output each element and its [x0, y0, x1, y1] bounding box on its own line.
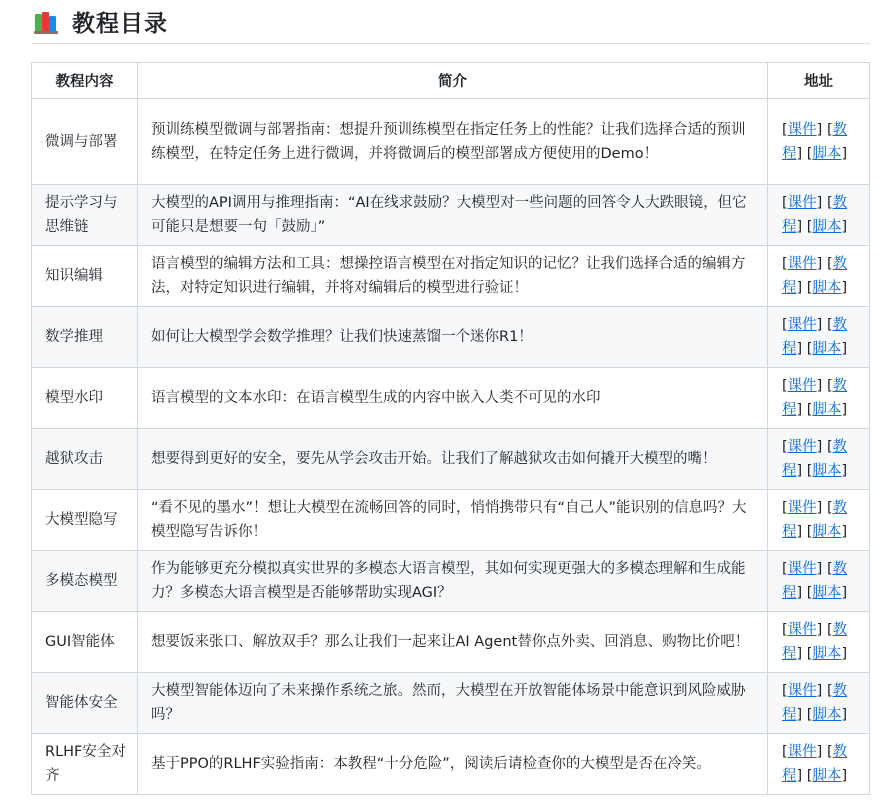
script-link[interactable]: 脚本	[812, 145, 842, 162]
tutorial-description: 语言模型的文本水印：在语言模型生成的内容中嵌入人类不可见的水印	[138, 368, 768, 429]
tutorial-links: [课件] [教程] [脚本]	[768, 99, 870, 185]
table-row	[32, 490, 870, 551]
tutorial-link[interactable]: 教程	[782, 561, 848, 601]
slides-link[interactable]: 课件	[787, 561, 817, 577]
slides-link[interactable]: 课件	[787, 195, 817, 211]
script-link[interactable]: 脚本	[812, 402, 842, 418]
tutorial-links: [课件] [教程] [脚本]	[768, 429, 870, 490]
script-link[interactable]: 脚本	[812, 219, 842, 235]
tutorial-name: 微调与部署	[32, 99, 138, 185]
tutorial-links: [课件] [教程] [脚本]	[768, 307, 870, 368]
tutorial-description: 基于PPO的RLHF实验指南：本教程“十分危险”，阅读后请检查你的大模型是否在冷笑。	[138, 734, 768, 795]
script-link[interactable]: 脚本	[812, 463, 842, 479]
tutorial-link[interactable]: 教程	[782, 439, 848, 479]
tutorial-link[interactable]: 教程	[782, 378, 848, 418]
tutorial-link[interactable]: 教程	[782, 683, 848, 723]
tutorial-name: 知识编辑	[32, 246, 138, 307]
table-row	[32, 429, 870, 490]
table-row	[32, 185, 870, 246]
tutorial-name: 智能体安全	[32, 673, 138, 734]
tutorial-links: [课件] [教程] [脚本]	[768, 673, 870, 734]
script-link[interactable]: 脚本	[812, 646, 842, 662]
tutorial-description: 语言模型的编辑方法和工具：想操控语言模型在对指定知识的记忆？让我们选择合适的编辑方法，对特定知识进行编辑，并将对编辑后的模型进行验证！	[138, 246, 768, 307]
script-link[interactable]: 脚本	[812, 585, 842, 601]
tutorial-description: “看不见的墨水”！想让大模型在流畅回答的同时，悄悄携带只有“自己人”能识别的信息吗？大模型隐写告诉你！	[138, 490, 768, 551]
tutorial-description: 想要饭来张口、解放双手？那么让我们一起来让AI Agent替你点外卖、回消息、购物比价吧！	[138, 612, 768, 673]
tutorial-link[interactable]: 教程	[782, 195, 848, 235]
section-heading	[32, 0, 870, 44]
header-intro: 简介	[138, 63, 768, 99]
tutorial-link[interactable]: 教程	[782, 317, 848, 357]
tutorial-link[interactable]: 教程	[782, 500, 848, 540]
tutorial-link[interactable]: 教程	[782, 256, 848, 296]
tutorial-description: 如何让大模型学会数学推理？让我们快速蒸馏一个迷你R1！	[138, 307, 768, 368]
tutorial-description: 想要得到更好的安全，要先从学会攻击开始。让我们了解越狱攻击如何撬开大模型的嘴！	[138, 429, 768, 490]
slides-link[interactable]: 课件	[787, 317, 817, 333]
tutorial-name: RLHF安全对齐	[32, 734, 138, 795]
tutorial-table	[31, 62, 870, 795]
tutorial-description: 大模型的API调用与推理指南：“AI在线求鼓励？大模型对一些问题的回答令人大跌眼镜，但它可能只是想要一句「鼓励」”	[138, 185, 768, 246]
slides-link[interactable]: 课件	[787, 378, 817, 394]
slides-link[interactable]: 课件	[787, 622, 817, 638]
table-header-row	[32, 63, 870, 99]
tutorial-name: 越狱攻击	[32, 429, 138, 490]
tutorial-links: [课件] [教程] [脚本]	[768, 185, 870, 246]
tutorial-link[interactable]: 教程	[782, 744, 848, 784]
table-row	[32, 307, 870, 368]
tutorial-name: 多模态模型	[32, 551, 138, 612]
tutorial-links: [课件] [教程] [脚本]	[768, 551, 870, 612]
tutorial-links: [课件] [教程] [脚本]	[768, 734, 870, 795]
script-link[interactable]: 脚本	[812, 707, 842, 723]
tutorial-description: 大模型智能体迈向了未来操作系统之旅。然而，大模型在开放智能体场景中能意识到风险威胁吗？	[138, 673, 768, 734]
tutorial-description: 预训练模型微调与部署指南：想提升预训练模型在指定任务上的性能？让我们选择合适的预训练模型，在特定任务上进行微调，并将微调后的模型部署成方便使用的Demo！	[138, 99, 768, 185]
slides-link[interactable]: 课件	[787, 256, 817, 272]
slides-link[interactable]: 课件	[787, 439, 817, 455]
script-link[interactable]: 脚本	[812, 341, 842, 357]
table-row	[32, 551, 870, 612]
tutorial-description: 作为能够更充分模拟真实世界的多模态大语言模型，其如何实现更强大的多模态理解和生成能力？多模态大语言模型是否能够帮助实现AGI？	[138, 551, 768, 612]
tutorial-name: 数学推理	[32, 307, 138, 368]
tutorial-link[interactable]: 教程	[782, 121, 848, 162]
table-row	[32, 246, 870, 307]
table-row	[32, 673, 870, 734]
tutorial-name: 模型水印	[32, 368, 138, 429]
tutorial-name: 大模型隐写	[32, 490, 138, 551]
header-content: 教程内容	[32, 63, 138, 99]
table-row	[32, 734, 870, 795]
tutorial-name: GUI智能体	[32, 612, 138, 673]
tutorial-link[interactable]: 教程	[782, 622, 848, 662]
table-row	[32, 368, 870, 429]
script-link[interactable]: 脚本	[812, 280, 842, 296]
tutorial-links: [课件] [教程] [脚本]	[768, 490, 870, 551]
tutorial-name: 提示学习与思维链	[32, 185, 138, 246]
tutorial-links: [课件] [教程] [脚本]	[768, 246, 870, 307]
table-row	[32, 612, 870, 673]
slides-link[interactable]: 课件	[787, 744, 817, 760]
page-title: 教程目录	[72, 11, 168, 37]
table-row	[32, 99, 870, 185]
books-icon	[34, 10, 60, 34]
tutorial-links: [课件] [教程] [脚本]	[768, 612, 870, 673]
slides-link[interactable]: 课件	[787, 500, 817, 516]
script-link[interactable]: 脚本	[812, 524, 842, 540]
tutorial-links: [课件] [教程] [脚本]	[768, 368, 870, 429]
header-address: 地址	[768, 63, 870, 99]
script-link[interactable]: 脚本	[812, 768, 842, 784]
slides-link[interactable]: 课件	[787, 121, 817, 138]
slides-link[interactable]: 课件	[787, 683, 817, 699]
